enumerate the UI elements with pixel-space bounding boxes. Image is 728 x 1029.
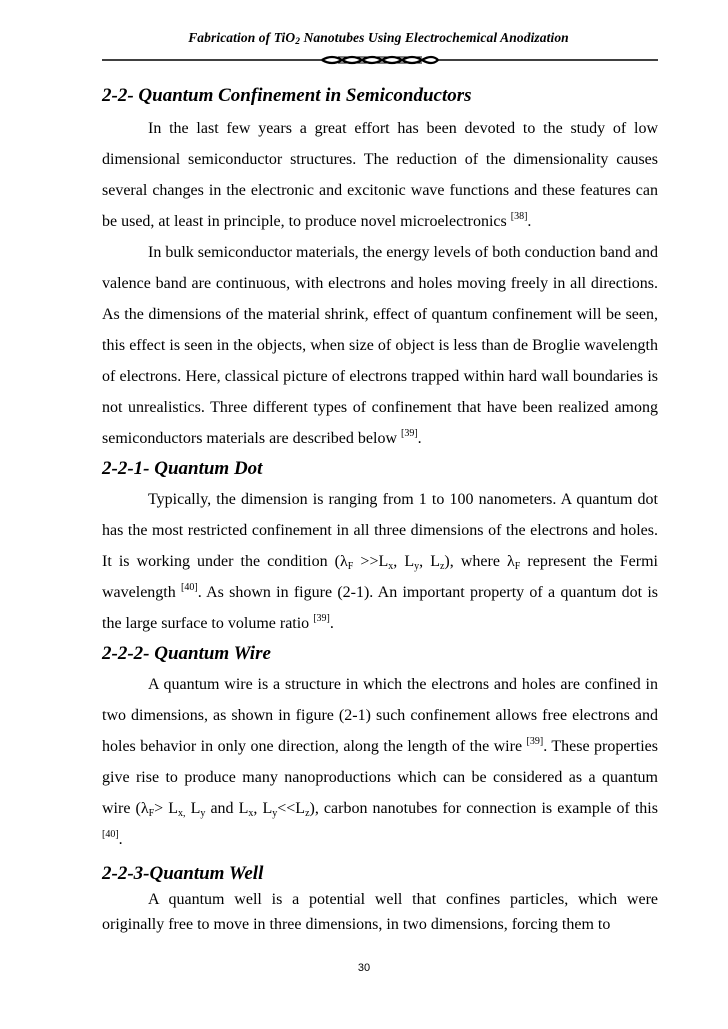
page-body (102, 83, 658, 937)
section-heading-2-2: 2-2- Quantum Confinement in Semiconductors (102, 85, 472, 106)
text-run: . As shown in figure (2-1). An important property of a quantum dot is the large surface to volume ratio (102, 584, 659, 632)
section-heading-quantum-dot: 2-2-1- Quantum Dot (102, 458, 263, 479)
subscript-z: z (305, 808, 310, 819)
citation-40: [40] (181, 582, 198, 593)
text-run: A quantum wire is a structure in which the electrons and holes are confined in two dimensions, as shown in figure (2-1) such confinement allows free electrons and holes behavior in only one direction, along the length of the wire (102, 676, 658, 755)
page-number: 30 (357, 962, 371, 974)
text-run: Typically, the dimension is ranging from 1 to 100 nanometers. A quantum dot has the most restricted confinement in all three dimensions of the electrons and holes. It is working under the condition ( (102, 491, 658, 570)
subscript-F: F (347, 561, 354, 572)
text-run: <<L (277, 800, 306, 817)
paragraph-text: In the last few years a great effort has been devoted to the study of low dimensional semiconductor structures. The reduction of the dimensionality causes several changes in the electronic and excitonic wave functions and these features can be used, at least in principle, to produce novel microelectronics (102, 120, 658, 230)
paragraph-text: In bulk semiconductor materials, the energy levels of both conduction band and valence band are continuous, with electrons and holes moving freely in all directions. As the dimensions of the material shrink, effect of quantum confinement will be seen, this effect is seen in the objects, when size of object is less than de Broglie wavelength of electrons. Here, classical picture of electrons trapped within hard wall boundaries is not unrealistics. Three different types of confinement that have been realized among semiconductors materials are described below (102, 244, 658, 447)
paragraph-end: . (417, 430, 422, 447)
paragraph-quantum-well (102, 887, 658, 937)
text-run: , L (419, 553, 440, 570)
running-header (100, 30, 657, 46)
citation-40: [40] (102, 829, 119, 840)
subscript-F: F (514, 561, 521, 572)
header-title-suffix: Nanotubes Using Electrochemical Anodization (300, 30, 569, 45)
subscript-z: z (439, 561, 445, 572)
section-heading-quantum-well: 2-2-3-Quantum Well (102, 863, 264, 884)
paragraph-text: A quantum well is a potential well that confines particles, which were originally free to move in three dimensions, in two dimensions, forcing them to (102, 891, 658, 933)
subscript-x: x (388, 561, 394, 572)
text-run: . These properties give rise to produce many nanoproductions which can be considered as a quantum wire ( (102, 738, 659, 817)
lambda-symbol: λ (140, 800, 149, 817)
text-run: ), where (444, 553, 508, 570)
header-ornament-rule (102, 52, 658, 68)
text-run: , L (393, 553, 415, 570)
lambda-symbol: λ (507, 553, 515, 570)
citation-38: [38] (510, 211, 528, 222)
citation-39: [39] (313, 613, 330, 624)
subscript-y: y (414, 561, 420, 572)
text-run: >>L (353, 553, 389, 570)
text-run: ), carbon nanotubes for connection is example of this (309, 800, 658, 817)
paragraph-dimensionality (102, 113, 658, 237)
header-title-prefix: Fabrication of TiO (188, 30, 296, 45)
subscript-F: F (148, 808, 155, 819)
paragraph-end: . (527, 213, 532, 230)
citation-39: [39] (401, 428, 418, 439)
subscript-y: y (272, 808, 278, 819)
text-run: represent the Fermi wavelength (102, 553, 658, 601)
paragraph-quantum-dot (102, 484, 658, 639)
text-run: and L (205, 800, 249, 817)
paragraph-quantum-wire (102, 669, 658, 855)
lambda-symbol: λ (340, 553, 348, 570)
subscript-y: y (200, 808, 206, 819)
text-run: , L (253, 800, 273, 817)
paragraph-end: . (118, 831, 123, 848)
text-run: > L (154, 800, 179, 817)
header-title-subscript: 2 (295, 37, 301, 47)
paragraph-bulk-semiconductors (102, 237, 658, 454)
section-heading-quantum-wire: 2-2-2- Quantum Wire (102, 643, 271, 664)
subscript-x: x, (178, 808, 186, 819)
paragraph-end: . (329, 615, 334, 632)
citation-39: [39] (526, 736, 544, 747)
subscript-x: x (248, 808, 254, 819)
text-run: L (185, 800, 201, 817)
